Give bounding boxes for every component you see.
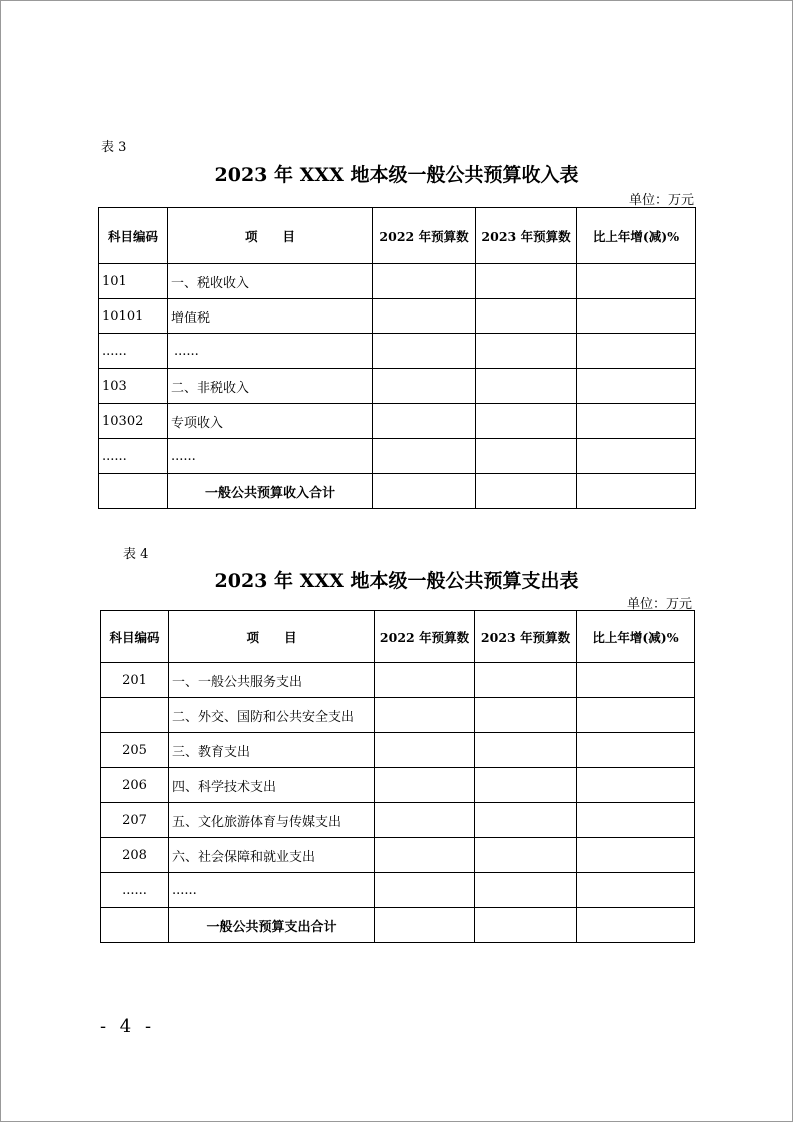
table-row: [99, 334, 696, 369]
row-item: 四、科学技术支出: [169, 768, 375, 803]
row-code: 201: [101, 663, 169, 698]
header-item: 项 目: [168, 208, 373, 264]
cell-change: [577, 369, 696, 404]
cell-change: [577, 698, 695, 733]
header-change-percent: 比上年增(减)%: [577, 208, 696, 264]
total-label: 一般公共预算支出合计: [169, 908, 375, 943]
table-row: [101, 768, 695, 803]
table-row: [99, 264, 696, 299]
row-item: 一、一般公共服务支出: [169, 663, 375, 698]
row-code: 206: [101, 768, 169, 803]
cell-2023: [475, 873, 577, 908]
table-row: [99, 369, 696, 404]
cell-2023: [475, 803, 577, 838]
cell-2023: [476, 334, 577, 369]
cell-2022: [375, 663, 475, 698]
row-item: 增值税: [168, 299, 373, 334]
table3-title: 2023 年 XXX 地本级一般公共预算收入表: [214, 164, 579, 186]
cell-change: [577, 803, 695, 838]
row-code: 208: [101, 838, 169, 873]
cell-2023: [475, 698, 577, 733]
cell-2023: [476, 439, 577, 474]
cell-2023: [475, 733, 577, 768]
page-number: - 4 -: [100, 1016, 156, 1037]
cell-2022: [375, 768, 475, 803]
cell-2023: [475, 768, 577, 803]
cell-2022: [373, 474, 476, 509]
cell-change: [577, 264, 696, 299]
table-header-row: [99, 208, 696, 264]
row-code: 10101: [99, 299, 168, 334]
cell-change: [577, 733, 695, 768]
table4-title: 2023 年 XXX 地本级一般公共预算支出表: [214, 570, 579, 592]
cell-2022: [375, 698, 475, 733]
cell-change: [577, 768, 695, 803]
cell-2022: [375, 908, 475, 943]
row-item: ......: [169, 873, 375, 908]
row-code: 205: [101, 733, 169, 768]
table-row: [101, 838, 695, 873]
table-row: [101, 873, 695, 908]
table-row: [101, 803, 695, 838]
cell-2023: [475, 663, 577, 698]
row-item: ......: [168, 439, 373, 474]
cell-change: [577, 404, 696, 439]
cell-2022: [375, 873, 475, 908]
row-item: 专项收入: [168, 404, 373, 439]
row-item: 三、教育支出: [169, 733, 375, 768]
row-code: ......: [101, 873, 169, 908]
cell-change: [577, 299, 696, 334]
revenue-table: [98, 207, 696, 509]
total-code: [99, 474, 168, 509]
cell-change: [577, 908, 695, 943]
header-2022-budget: 2022 年预算数: [375, 611, 475, 663]
header-2022-budget: 2022 年预算数: [373, 208, 476, 264]
total-label: 一般公共预算收入合计: [168, 474, 373, 509]
total-code: [101, 908, 169, 943]
cell-2022: [375, 838, 475, 873]
cell-2023: [476, 474, 577, 509]
cell-2022: [373, 299, 476, 334]
table-header-row: [101, 611, 695, 663]
row-code: 10302: [99, 404, 168, 439]
row-item: 五、文化旅游体育与传媒支出: [169, 803, 375, 838]
table-row: [101, 663, 695, 698]
expenditure-table: [100, 610, 695, 943]
table-row: [101, 733, 695, 768]
cell-2023: [476, 299, 577, 334]
cell-2022: [373, 439, 476, 474]
cell-2023: [476, 369, 577, 404]
cell-change: [577, 474, 696, 509]
table-row: [101, 698, 695, 733]
total-row: [99, 474, 696, 509]
row-item: 六、社会保障和就业支出: [169, 838, 375, 873]
header-code: 科目编码: [99, 208, 168, 264]
row-item: 二、外交、国防和公共安全支出: [169, 698, 375, 733]
cell-change: [577, 334, 696, 369]
cell-2022: [375, 803, 475, 838]
cell-change: [577, 873, 695, 908]
header-2023-budget: 2023 年预算数: [475, 611, 577, 663]
header-item: 项 目: [169, 611, 375, 663]
table-row: [99, 299, 696, 334]
cell-2022: [373, 334, 476, 369]
cell-change: [577, 838, 695, 873]
row-code: ......: [99, 439, 168, 474]
row-code: [101, 698, 169, 733]
cell-2022: [373, 404, 476, 439]
table3-unit: 单位：万元: [628, 193, 694, 208]
row-item: ......: [168, 334, 373, 369]
header-code: 科目编码: [101, 611, 169, 663]
row-code: ......: [99, 334, 168, 369]
header-2023-budget: 2023 年预算数: [476, 208, 577, 264]
header-change-percent: 比上年增(减)%: [577, 611, 695, 663]
cell-change: [577, 439, 696, 474]
cell-2023: [476, 264, 577, 299]
cell-change: [577, 663, 695, 698]
row-code: 207: [101, 803, 169, 838]
row-item: 二、非税收入: [168, 369, 373, 404]
row-code: 101: [99, 264, 168, 299]
table3-label: 表 3: [101, 140, 127, 155]
cell-2022: [375, 733, 475, 768]
cell-2022: [373, 369, 476, 404]
table4-unit: 单位：万元: [626, 597, 692, 612]
cell-2023: [476, 404, 577, 439]
table4-label: 表 4: [123, 547, 149, 562]
table-row: [99, 439, 696, 474]
total-row: [101, 908, 695, 943]
row-code: 103: [99, 369, 168, 404]
cell-2023: [475, 838, 577, 873]
table-row: [99, 404, 696, 439]
cell-2022: [373, 264, 476, 299]
row-item: 一、税收收入: [168, 264, 373, 299]
cell-2023: [475, 908, 577, 943]
